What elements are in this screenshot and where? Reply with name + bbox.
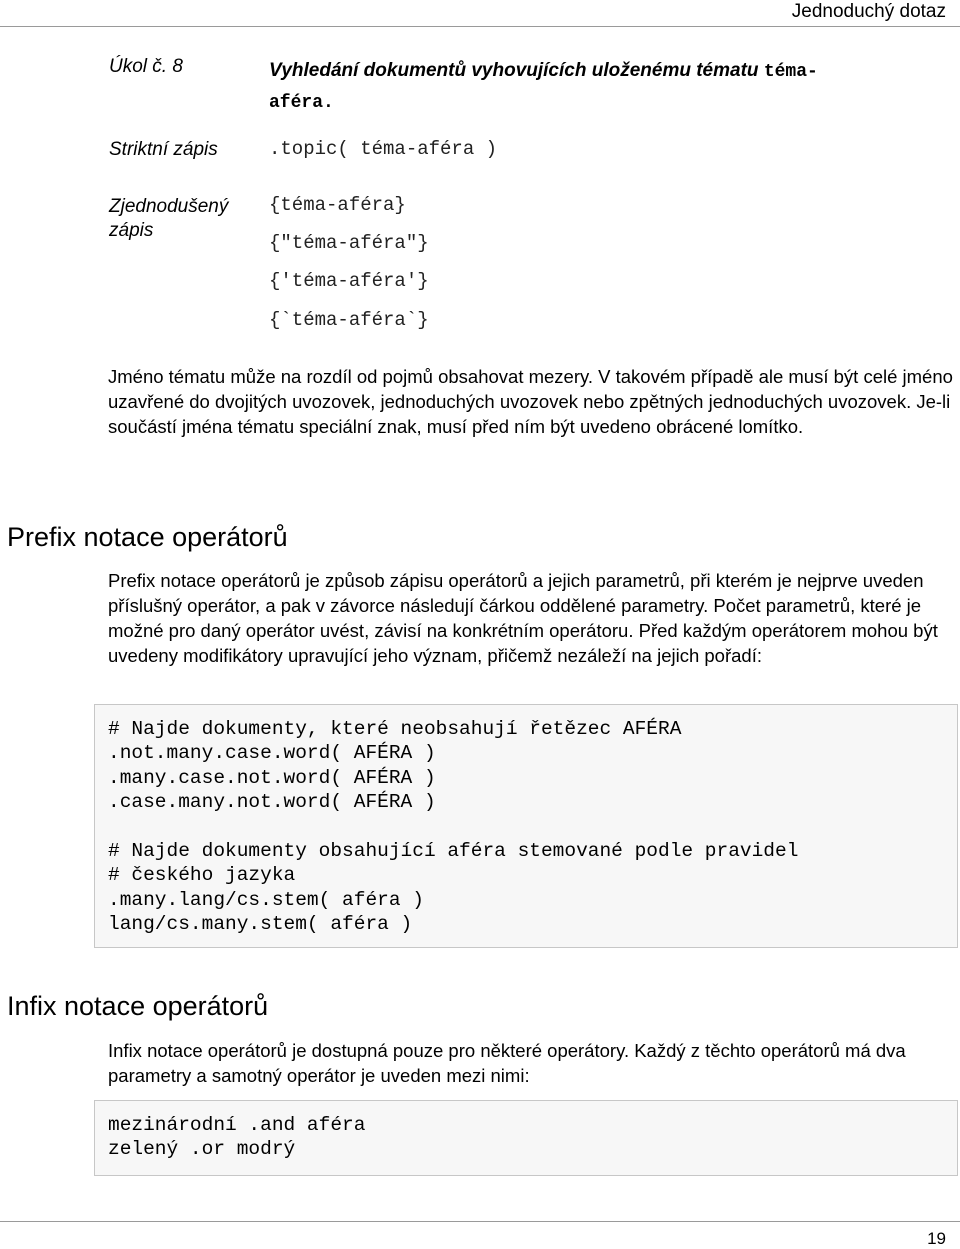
code-line: lang/cs.many.stem( aféra ) xyxy=(108,913,413,936)
infix-heading: Infix notace operátorů xyxy=(7,991,269,1021)
code-line: # Najde dokumenty obsahující aféra stemované podle pravidel xyxy=(108,840,799,863)
code-line: # českého jazyka xyxy=(108,864,296,887)
header-divider xyxy=(0,26,960,27)
simplified-label-line2: zápis xyxy=(109,220,154,241)
simplified-syntax-1: {téma-aféra} xyxy=(269,194,406,216)
simplified-syntax-4: {`téma-aféra`} xyxy=(269,309,429,331)
strict-syntax: .topic( téma-aféra ) xyxy=(269,138,498,160)
code-line: .many.lang/cs.stem( aféra ) xyxy=(108,888,424,911)
running-header: Jednoduchý dotaz xyxy=(791,1,946,22)
code-line: .many.case.not.word( AFÉRA ) xyxy=(108,766,436,789)
task-title xyxy=(269,56,909,118)
note-paragraph: Jméno tématu může na rozdíl od pojmů obsahovat mezery. V takovém případě ale musí být celé jméno uzavřené do dvojitých uvozovek, jednoduchých uvozovek nebo zpětných jednoduchých uvozovek. Je-li součástí jména tématu speciální znak, musí před ním být uvedeno obrácené lomítko. xyxy=(108,366,953,437)
simplified-syntax-3: {'téma-aféra'} xyxy=(269,270,429,292)
simplified-label-line1: Zjednodušený xyxy=(109,196,229,217)
page-number: 19 xyxy=(927,1229,946,1248)
prefix-paragraph: Prefix notace operátorů je způsob zápisu operátorů a jejich parametrů, při kterém je nejprve uveden příslušný operátor, a pak v závorce následují čárkou oddělené parametry. Počet parametrů, které je možné pro daný operátor uvést, závisí na konkrétním operátoru. Před každým operátorem mohou být uvedeny modifikátory upravující jeho význam, přičemž nezáleží na jejich pořadí: xyxy=(108,570,938,666)
prefix-code-block xyxy=(94,704,958,948)
code-line: # Najde dokumenty, které neobsahují řetězec AFÉRA xyxy=(108,718,682,740)
simplified-label xyxy=(109,195,228,243)
code-line: .case.many.not.word( AFÉRA ) xyxy=(108,791,436,814)
footer-divider xyxy=(0,1221,960,1222)
task-title-code-cont: aféra. xyxy=(269,93,334,113)
infix-paragraph: Infix notace operátorů je dostupná pouze pro některé operátory. Každý z těchto operátorů má dva parametry a samotný operátor je uveden mezi nimi: xyxy=(108,1040,906,1086)
simplified-syntax-2: {"téma-aféra"} xyxy=(269,232,429,254)
strict-label: Striktní zápis xyxy=(109,139,218,160)
code-line: .not.many.case.word( AFÉRA ) xyxy=(108,742,436,765)
infix-code-block xyxy=(94,1100,958,1176)
task-label: Úkol č. 8 xyxy=(109,56,183,77)
task-title-code: téma- xyxy=(763,62,818,82)
prefix-heading: Prefix notace operátorů xyxy=(7,522,288,552)
code-blank-line xyxy=(108,815,957,839)
code-line: zelený .or modrý xyxy=(108,1138,296,1161)
task-title-text: Vyhledání dokumentů vyhovujících uloženému tématu xyxy=(269,60,764,81)
code-line: mezinárodní .and aféra xyxy=(108,1114,366,1136)
